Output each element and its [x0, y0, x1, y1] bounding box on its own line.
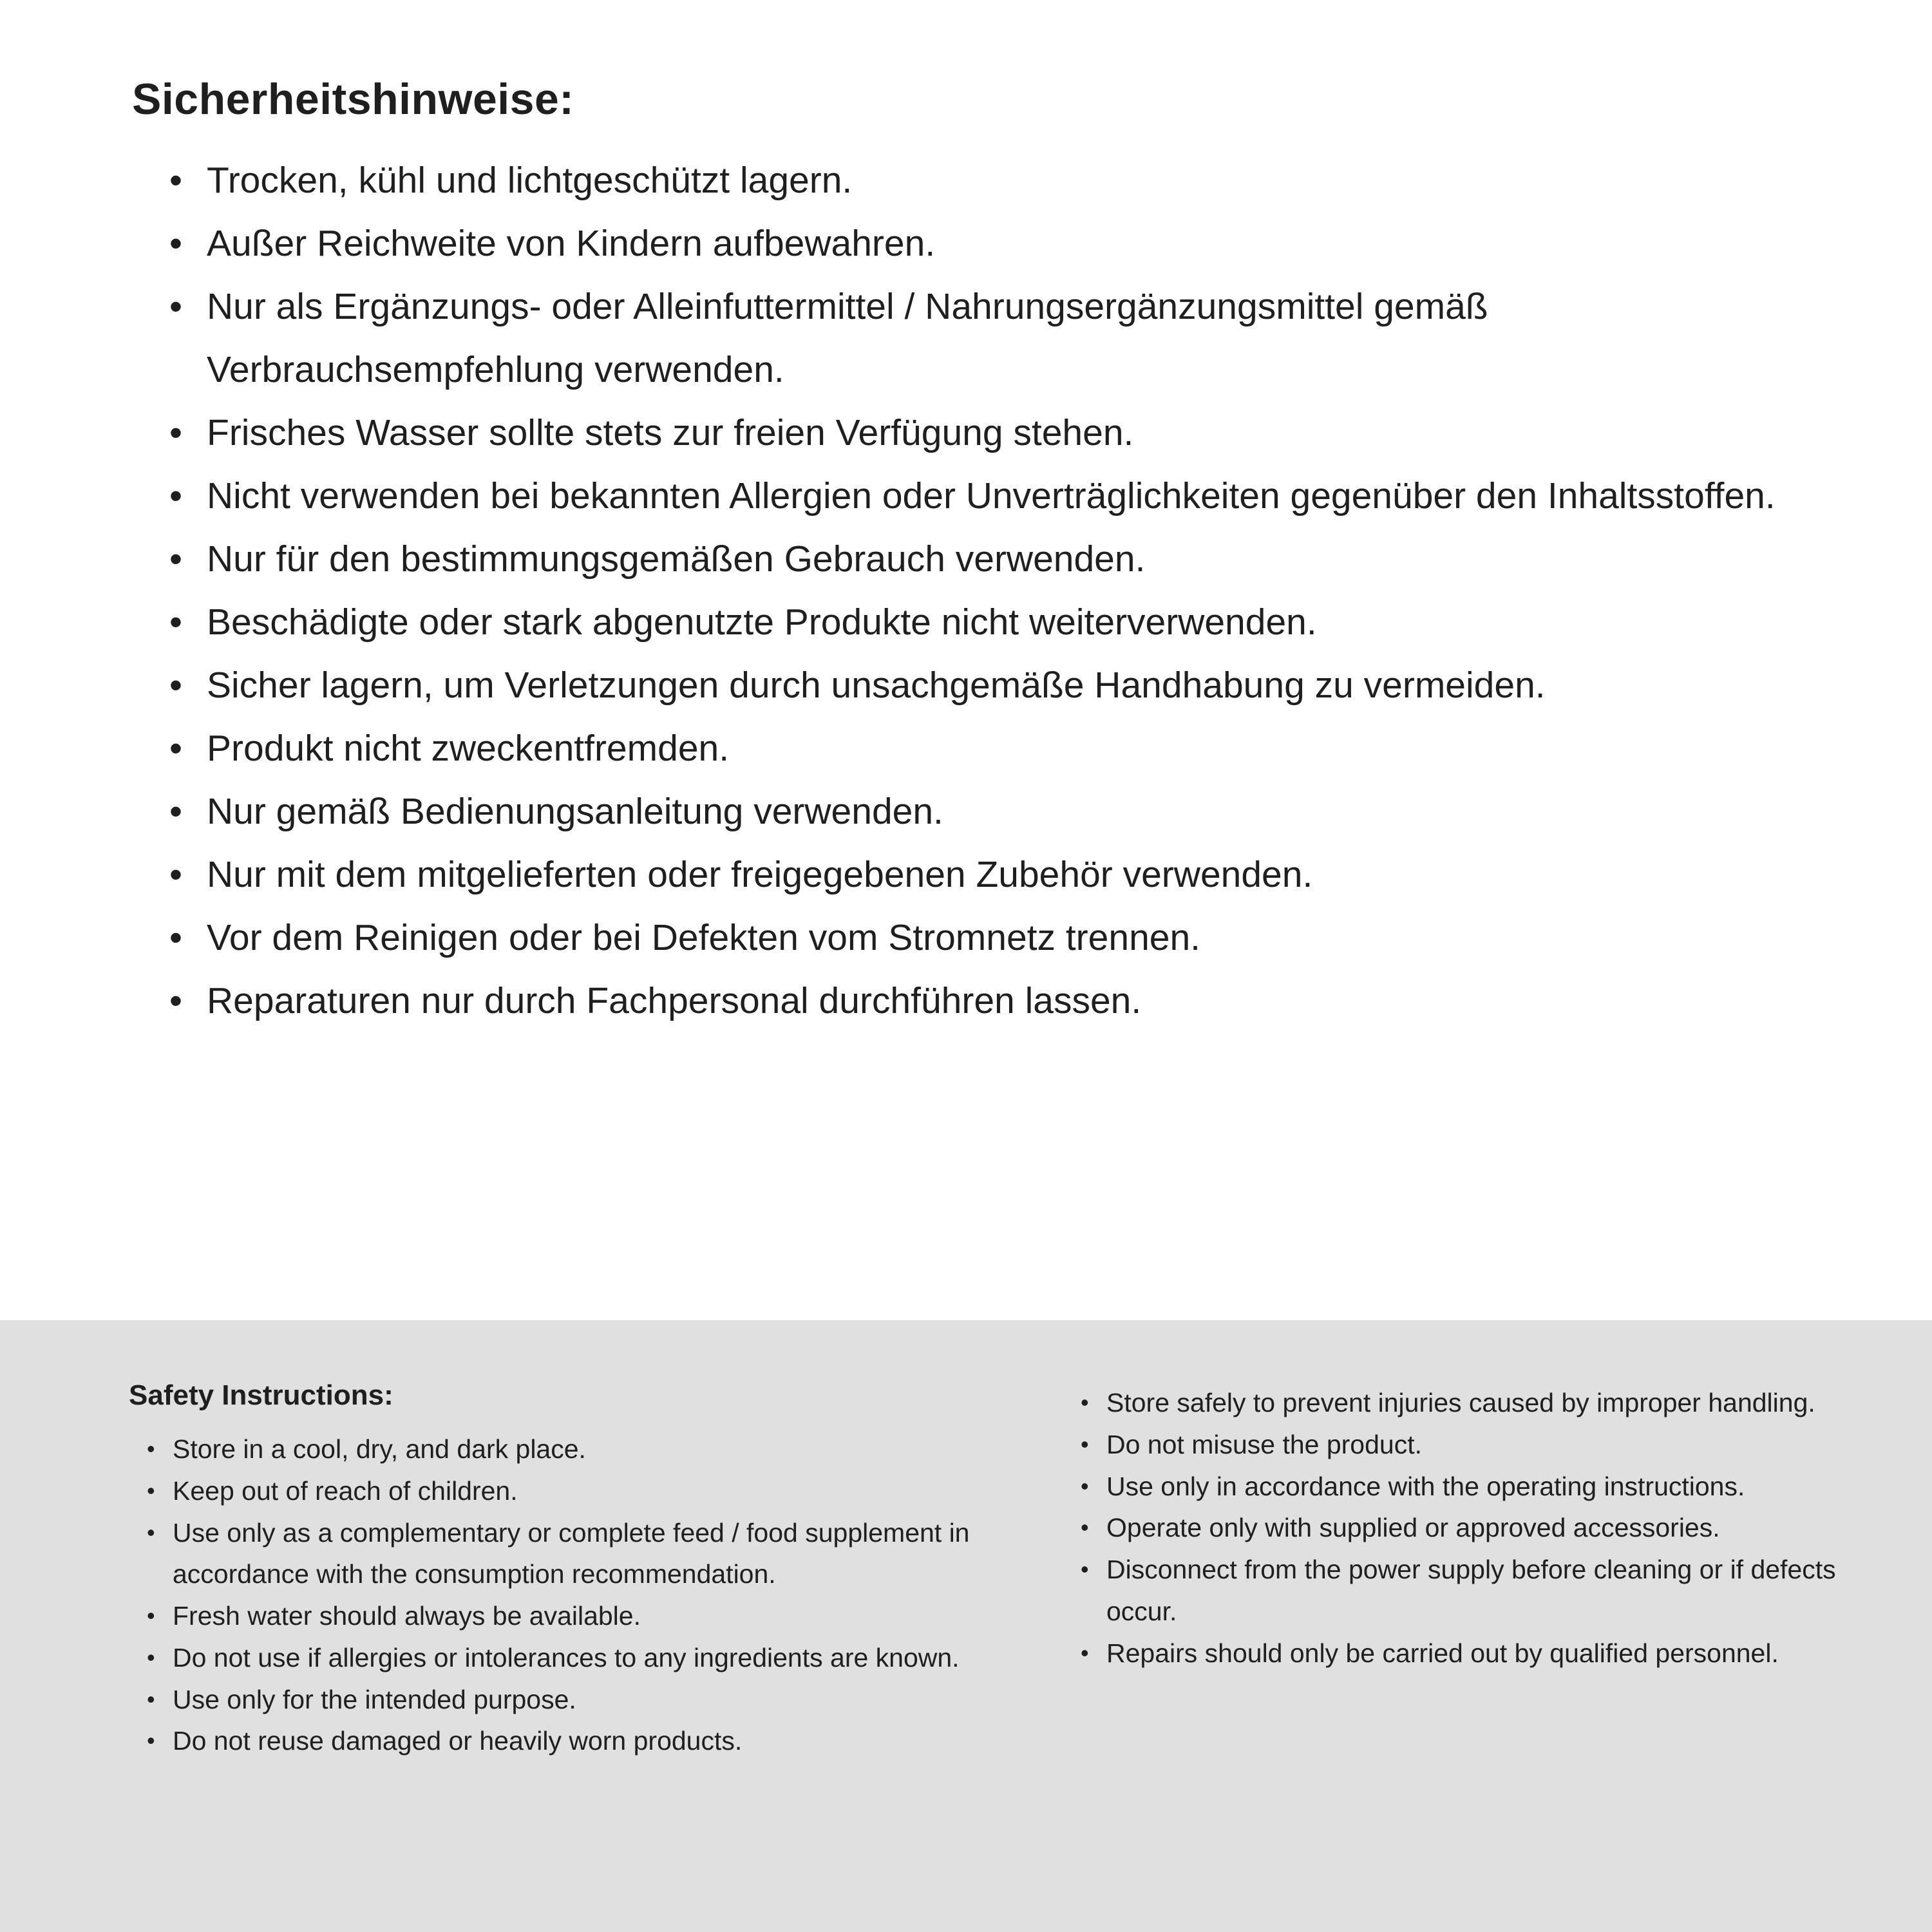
english-safety-item: • Keep out of reach of children.	[147, 1470, 985, 1512]
english-section	[0, 1320, 1932, 1932]
german-safety-item: • Nur für den bestimmungsgemäßen Gebrauch verwenden.	[169, 527, 1835, 591]
german-safety-item: • Nur als Ergänzungs- oder Alleinfuttermittel / Nahrungsergänzungsmittel gemäß Verbrauchsempfehlung verwenden.	[169, 275, 1835, 401]
english-safety-list-right	[1081, 1382, 1874, 1674]
german-safety-item: • Nur mit dem mitgelieferten oder freigegebenen Zubehör verwenden.	[169, 843, 1835, 906]
german-safety-item: • Beschädigte oder stark abgenutzte Produkte nicht weiterverwenden.	[169, 591, 1835, 654]
german-safety-item: • Reparaturen nur durch Fachpersonal durchführen lassen.	[169, 969, 1835, 1032]
english-safety-list-left	[147, 1428, 985, 1762]
english-safety-item: • Do not reuse damaged or heavily worn products.	[147, 1720, 985, 1762]
german-safety-item: • Außer Reichweite von Kindern aufbewahren.	[169, 212, 1835, 275]
english-right-column	[1063, 1379, 1874, 1893]
german-safety-item: • Frisches Wasser sollte stets zur freien Verfügung stehen.	[169, 401, 1835, 464]
english-safety-item: • Use only in accordance with the operating instructions.	[1081, 1466, 1874, 1508]
english-safety-item: • Disconnect from the power supply before cleaning or if defects occur.	[1081, 1549, 1874, 1633]
english-title: Safety Instructions:	[129, 1379, 393, 1411]
english-left-column	[129, 1379, 985, 1893]
english-safety-item: • Use only as a complementary or complete feed / food supplement in accordance with the consumption recommendation.	[147, 1512, 985, 1596]
english-safety-item: • Fresh water should always be available.	[147, 1595, 985, 1637]
german-safety-item: • Produkt nicht zweckentfremden.	[169, 717, 1835, 780]
english-safety-item: • Operate only with supplied or approved accessories.	[1081, 1507, 1874, 1549]
english-safety-item: • Do not misuse the product.	[1081, 1424, 1874, 1466]
english-safety-item: • Do not use if allergies or intolerances to any ingredients are known.	[147, 1637, 985, 1679]
english-safety-item: • Store in a cool, dry, and dark place.	[147, 1428, 985, 1470]
english-safety-item: • Use only for the intended purpose.	[147, 1679, 985, 1721]
english-safety-item: • Repairs should only be carried out by qualified personnel.	[1081, 1633, 1874, 1674]
german-safety-item: • Trocken, kühl und lichtgeschützt lagern.	[169, 149, 1835, 212]
german-safety-item: • Vor dem Reinigen oder bei Defekten vom Stromnetz trennen.	[169, 906, 1835, 969]
german-safety-item: • Nicht verwenden bei bekannten Allergien oder Unverträglichkeiten gegenüber den Inhaltsstoffen.	[169, 464, 1835, 527]
german-safety-list	[169, 149, 1835, 1032]
german-title: Sicherheitshinweise:	[132, 75, 574, 124]
german-safety-item: • Sicher lagern, um Verletzungen durch unsachgemäße Handhabung zu vermeiden.	[169, 654, 1835, 717]
german-safety-item: • Nur gemäß Bedienungsanleitung verwenden.	[169, 780, 1835, 843]
english-safety-item: • Store safely to prevent injuries caused by improper handling.	[1081, 1382, 1874, 1424]
